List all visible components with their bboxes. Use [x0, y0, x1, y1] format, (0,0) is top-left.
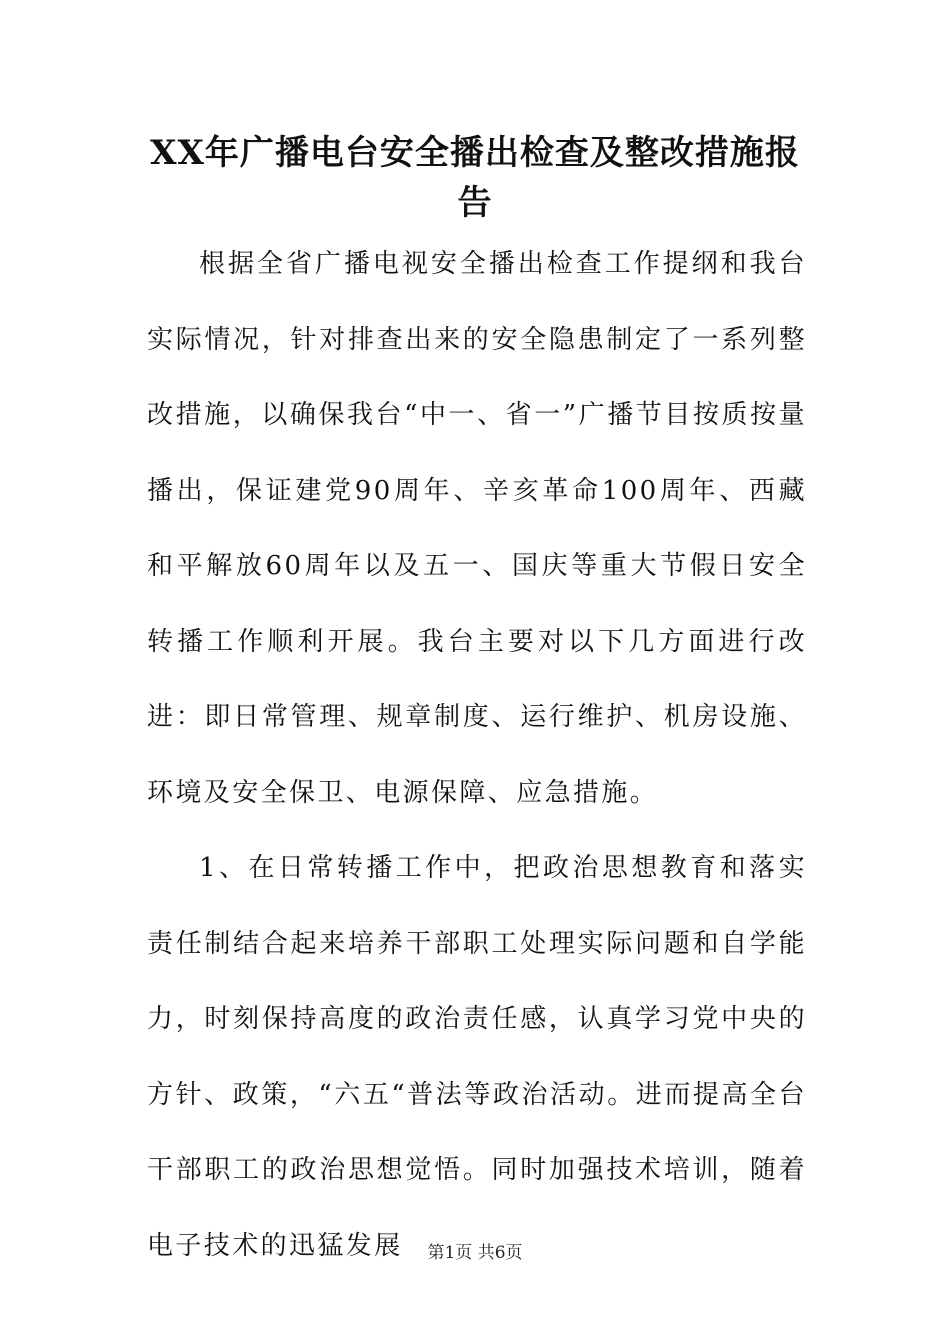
- paragraph-item-1: 1、在日常转播工作中，把政治思想教育和落实责任制结合起来培养干部职工处理实际问题和自学能力，时刻保持高度的政治责任感，认真学习党中央的方针、政策，“六五“普法等政治活动。进而提高全台干部职工的政治思想觉悟。同时加强技术培训，随着电子技术的迅猛发展: [147, 853, 807, 1261]
- document-body: [147, 227, 807, 1284]
- document-title: XX年广播电台安全播出检查及整改措施报告: [150, 133, 800, 223]
- paragraph-intro: 根据全省广播电视安全播出检查工作提纲和我台实际情况，针对排查出来的安全隐患制定了一系列整改措施，以确保我台“中一、省一”广播节目按质按量播出，保证建党90周年、辛亥革命100周年、西藏和平解放60周年以及五一、国庆等重大节假日安全转播工作顺利开展。我台主要对以下几方面进行改进：即日常管理、规章制度、运行维护、机房设施、环境及安全保卫、电源保障、应急措施。: [147, 249, 807, 808]
- page-number-footer: 第1页 共6页: [427, 1243, 523, 1263]
